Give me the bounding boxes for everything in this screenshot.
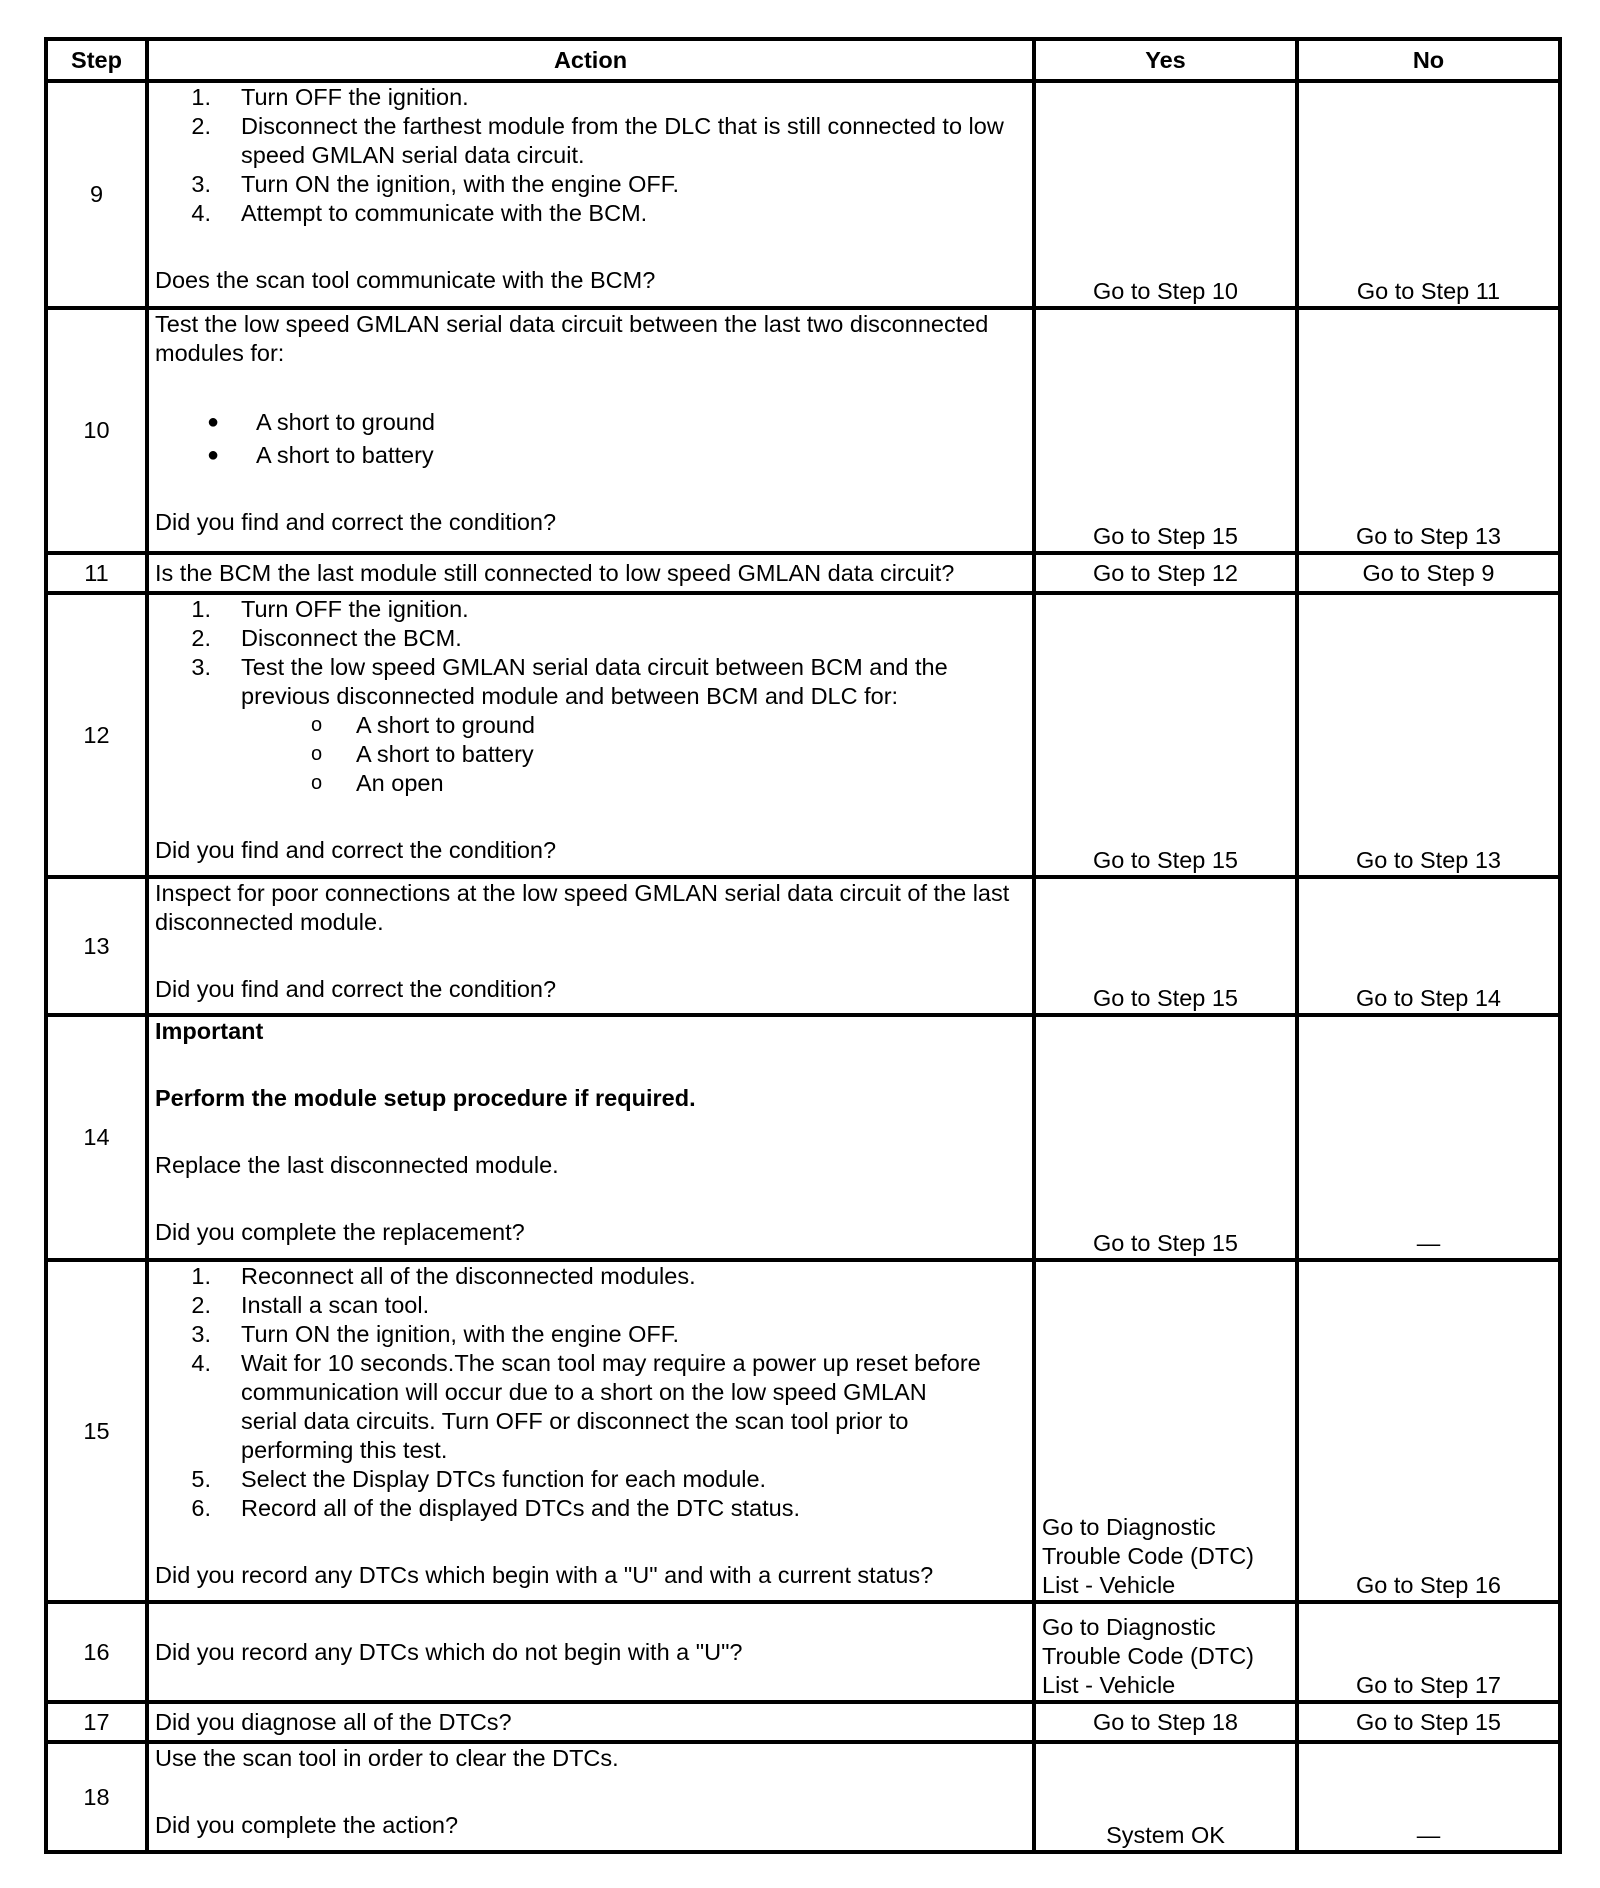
yes-cell: Go to Step 15 [1034,593,1297,877]
table-row [46,1015,1560,1260]
action-cell [147,81,1034,308]
table-row [46,1602,1560,1702]
step-number: 14 [46,1015,147,1260]
question-text: Did you record any DTCs which begin with a "U" and with a current status? [155,1562,934,1588]
list-item: 3. Turn ON the ignition, with the engine OFF. [191,1321,680,1347]
yes-link-text: Go to Diagnostic Trouble Code (DTC) List - Vehicle [1042,1614,1254,1698]
header-row [46,39,1560,81]
step-number: 16 [46,1602,147,1702]
question-text: Did you record any DTCs which do not begin with a "U"? [155,1638,743,1665]
no-cell: Go to Step 14 [1297,877,1560,1015]
step-list [155,595,1026,711]
table-row [46,1742,1560,1852]
yes-cell: Go to Step 15 [1034,308,1297,553]
question-text: Did you find and correct the condition? [155,837,557,863]
intro-text: Test the low speed GMLAN serial data circuit between the last two disconnected modules for: [155,311,989,366]
no-cell: — [1297,1742,1560,1852]
intro-text: Inspect for poor connections at the low speed GMLAN serial data circuit of the last disconnected module. [155,880,1010,935]
step-number: 9 [46,81,147,308]
table-row [46,308,1560,553]
list-item: 5. Select the Display DTCs function for each module. [191,1466,767,1492]
action-cell [147,1702,1034,1742]
yes-cell: Go to Step 15 [1034,1015,1297,1260]
table-row [46,877,1560,1015]
no-cell: Go to Step 13 [1297,308,1560,553]
action-cell [147,877,1034,1015]
step-number: 18 [46,1742,147,1852]
table-row [46,593,1560,877]
table-row [46,1260,1560,1602]
step-number: 11 [46,553,147,593]
list-item: ● A short to ground [207,409,435,435]
list-item: 1. Reconnect all of the disconnected modules. [191,1263,696,1289]
question-text: Does the scan tool communicate with the BCM? [155,267,656,293]
list-item: 2. Disconnect the BCM. [191,625,462,651]
list-item: 2. Install a scan tool. [191,1292,430,1318]
action-cell [147,308,1034,553]
important-text: Perform the module setup procedure if required. [155,1085,696,1111]
bullet-list [155,406,1026,472]
header-step: Step [46,39,147,81]
header-action: Action [147,39,1034,81]
important-heading: Important [155,1018,264,1044]
question-text: Did you complete the action? [155,1812,459,1838]
yes-cell: System OK [1034,1742,1297,1852]
list-item: 4. Wait for 10 seconds.The scan tool may require a power up reset before communication will occur due to a short on the low speed GMLAN serial data circuits. Turn OFF or disconnect the scan tool prior to performing this test. [191,1350,981,1463]
step-number: 12 [46,593,147,877]
yes-cell [1034,1602,1297,1702]
list-item: 4. Attempt to communicate with the BCM. [191,200,648,226]
sub-bullet-list [155,711,1026,798]
step-number: 17 [46,1702,147,1742]
no-cell: Go to Step 16 [1297,1260,1560,1602]
yes-cell: Go to Step 15 [1034,877,1297,1015]
question-text: Is the BCM the last module still connected to low speed GMLAN data circuit? [155,559,955,586]
step-list [155,83,1026,228]
no-cell: — [1297,1015,1560,1260]
yes-link-text: Go to Diagnostic Trouble Code (DTC) List - Vehicle [1042,1514,1254,1598]
action-cell [147,1742,1034,1852]
no-cell: Go to Step 11 [1297,81,1560,308]
no-cell: Go to Step 9 [1297,553,1560,593]
question-text: Did you find and correct the condition? [155,976,557,1002]
list-item: 3. Test the low speed GMLAN serial data circuit between BCM and the previous disconnected module and between BCM and DLC for: [191,654,948,709]
yes-cell [1034,1260,1297,1602]
yes-cell: Go to Step 18 [1034,1702,1297,1742]
diagnostic-table [44,37,1562,1854]
list-item: 1. Turn OFF the ignition. [191,596,469,622]
step-list [155,1262,1026,1523]
intro-text: Replace the last disconnected module. [155,1152,559,1178]
no-cell: Go to Step 13 [1297,593,1560,877]
no-cell: Go to Step 15 [1297,1702,1560,1742]
list-item: 6. Record all of the displayed DTCs and the DTC status. [191,1495,801,1521]
step-number: 10 [46,308,147,553]
header-yes: Yes [1034,39,1297,81]
list-item: 2. Disconnect the farthest module from the DLC that is still connected to low speed GMLAN serial data circuit. [191,113,1004,168]
action-cell [147,1602,1034,1702]
list-item: ● A short to battery [207,442,434,468]
question-text: Did you find and correct the condition? [155,509,557,535]
action-cell [147,1260,1034,1602]
no-cell: Go to Step 17 [1297,1602,1560,1702]
list-item: o An open [311,770,444,796]
table-row [46,553,1560,593]
list-item: o A short to battery [311,741,534,767]
question-text: Did you complete the replacement? [155,1219,525,1245]
table-row [46,1702,1560,1742]
yes-cell: Go to Step 10 [1034,81,1297,308]
action-cell [147,1015,1034,1260]
header-no: No [1297,39,1560,81]
question-text: Did you diagnose all of the DTCs? [155,1708,512,1735]
list-item: o A short to ground [311,712,535,738]
list-item: 3. Turn ON the ignition, with the engine OFF. [191,171,680,197]
list-item: 1. Turn OFF the ignition. [191,84,469,110]
table-row [46,81,1560,308]
step-number: 15 [46,1260,147,1602]
yes-cell: Go to Step 12 [1034,553,1297,593]
action-cell [147,553,1034,593]
step-number: 13 [46,877,147,1015]
intro-text: Use the scan tool in order to clear the DTCs. [155,1745,619,1771]
action-cell [147,593,1034,877]
